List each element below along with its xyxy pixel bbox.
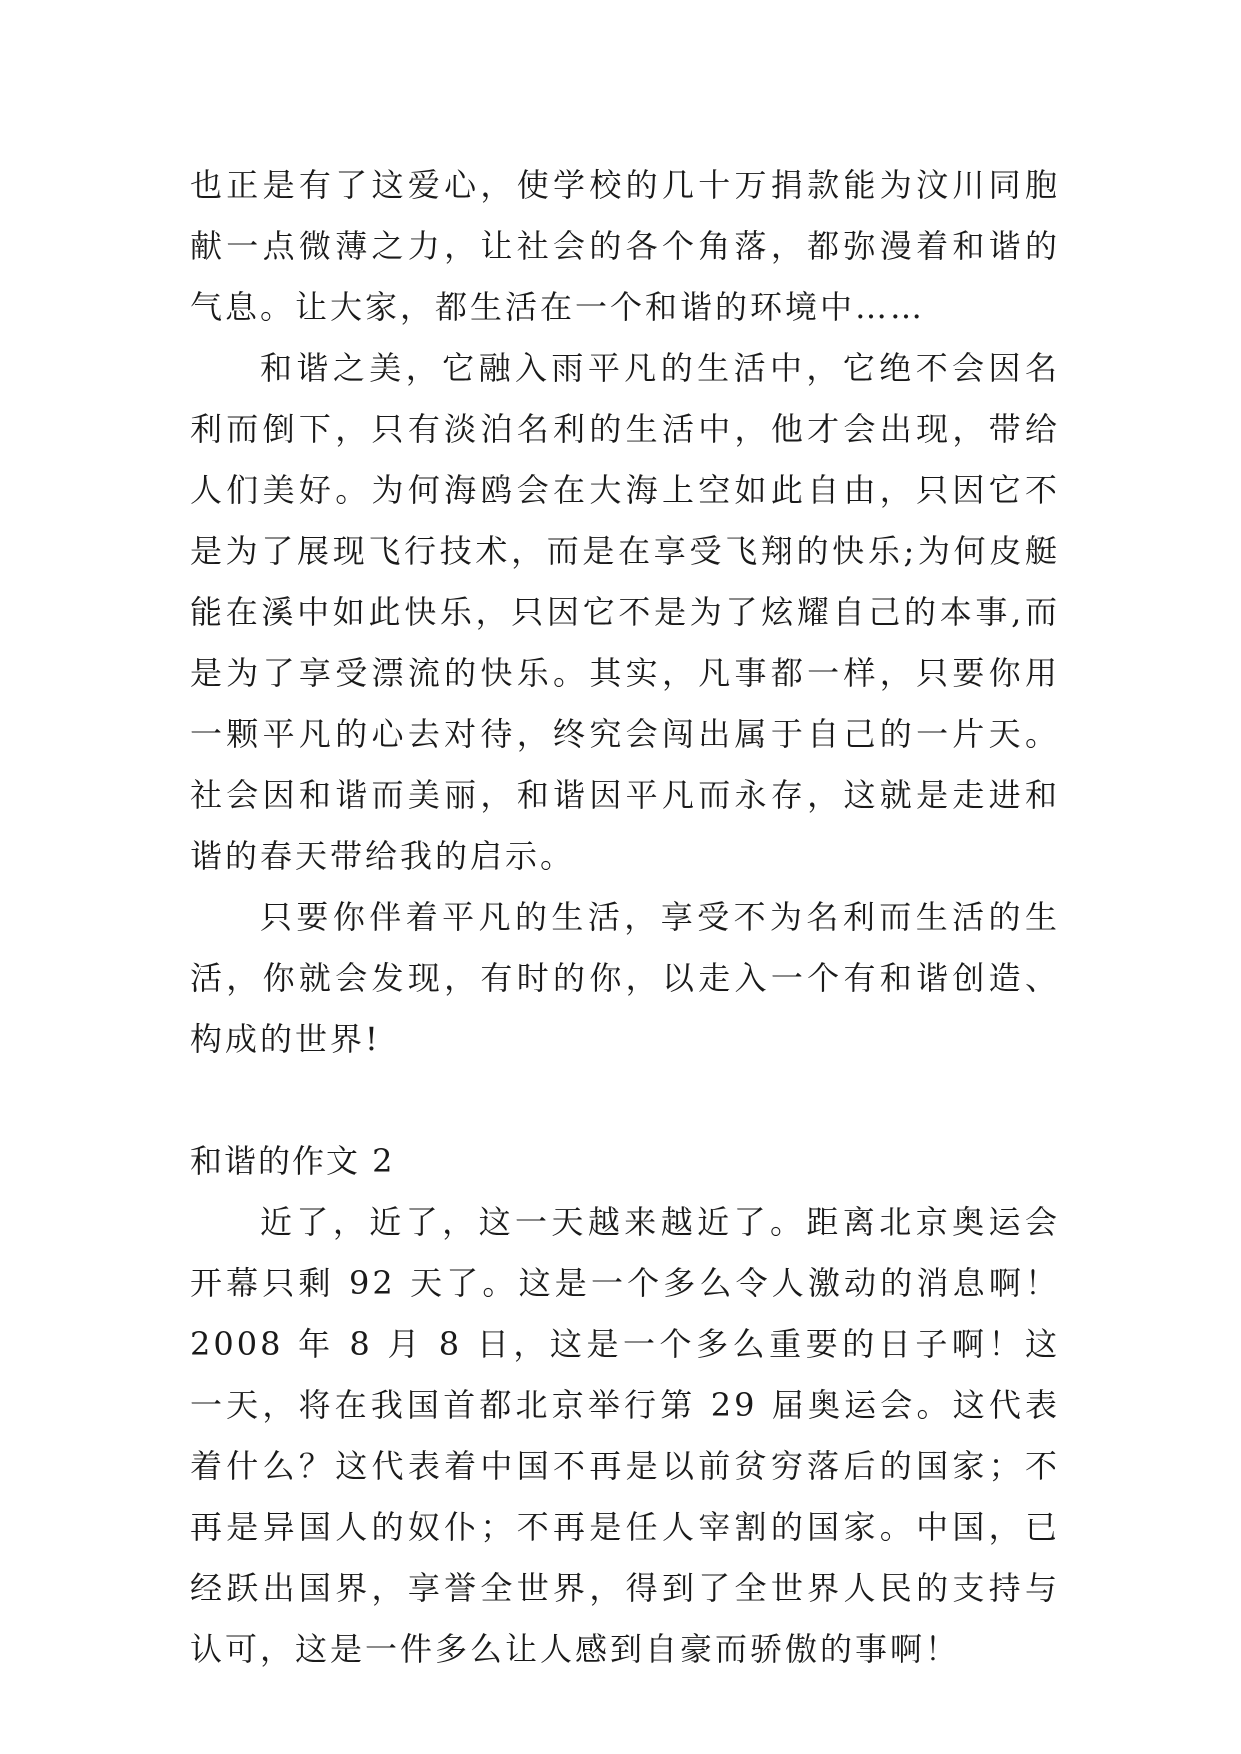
essay1-paragraph-2: 和谐之美，它融入雨平凡的生活中，它绝不会因名利而倒下，只有淡泊名利的生活中，他才会出现，带给人们美好。为何海鸥会在大海上空如此自由，只因它不是为了展现飞行技术，而是在享受飞翔的快乐;为何皮艇能在溪中如此快乐，只因它不是为了炫耀自己的本事,而是为了享受漂流的快乐。其实，凡事都一样，只要你用一颗平凡的心去对待，终究会闯出属于自己的一片天。 社会因和谐而美丽，和谐因平凡而永存，这就是走进和谐的春天带给我的启示。 xyxy=(190,349,1060,875)
document-body xyxy=(190,155,1060,1680)
section-spacer xyxy=(190,1070,1060,1131)
essay1-paragraph-1: 也正是有了这爱心，使学校的几十万捐款能为汶川同胞献一点微薄之力，让社会的各个角落，都弥漫着和谐的气息。让大家，都生活在一个和谐的环境中…… xyxy=(190,166,1060,326)
essay2-paragraph-1: 近了，近了，这一天越来越近了。距离北京奥运会开幕只剩 92 天了。这是一个多么令人激动的消息啊！2008 年 8 月 8 日，这是一个多么重要的日子啊！这一天，将在我国首都北京举行第 29 届奥运会。这代表着什么？这代表着中国不再是以前贫穷落后的国家；不再是异国人的奴仆；不再是任人宰割的国家。中国，已经跃出国界，享誉全世界，得到了全世界人民的支持与认可，这是一件多么让人感到自豪而骄傲的事啊！ xyxy=(190,1203,1060,1668)
essay1-paragraph-3: 只要你伴着平凡的生活，享受不为名利而生活的生活，你就会发现，有时的你，以走入一个有和谐创造、构成的世界! xyxy=(190,898,1060,1058)
essay2-title: 和谐的作文 2 xyxy=(190,1142,395,1180)
